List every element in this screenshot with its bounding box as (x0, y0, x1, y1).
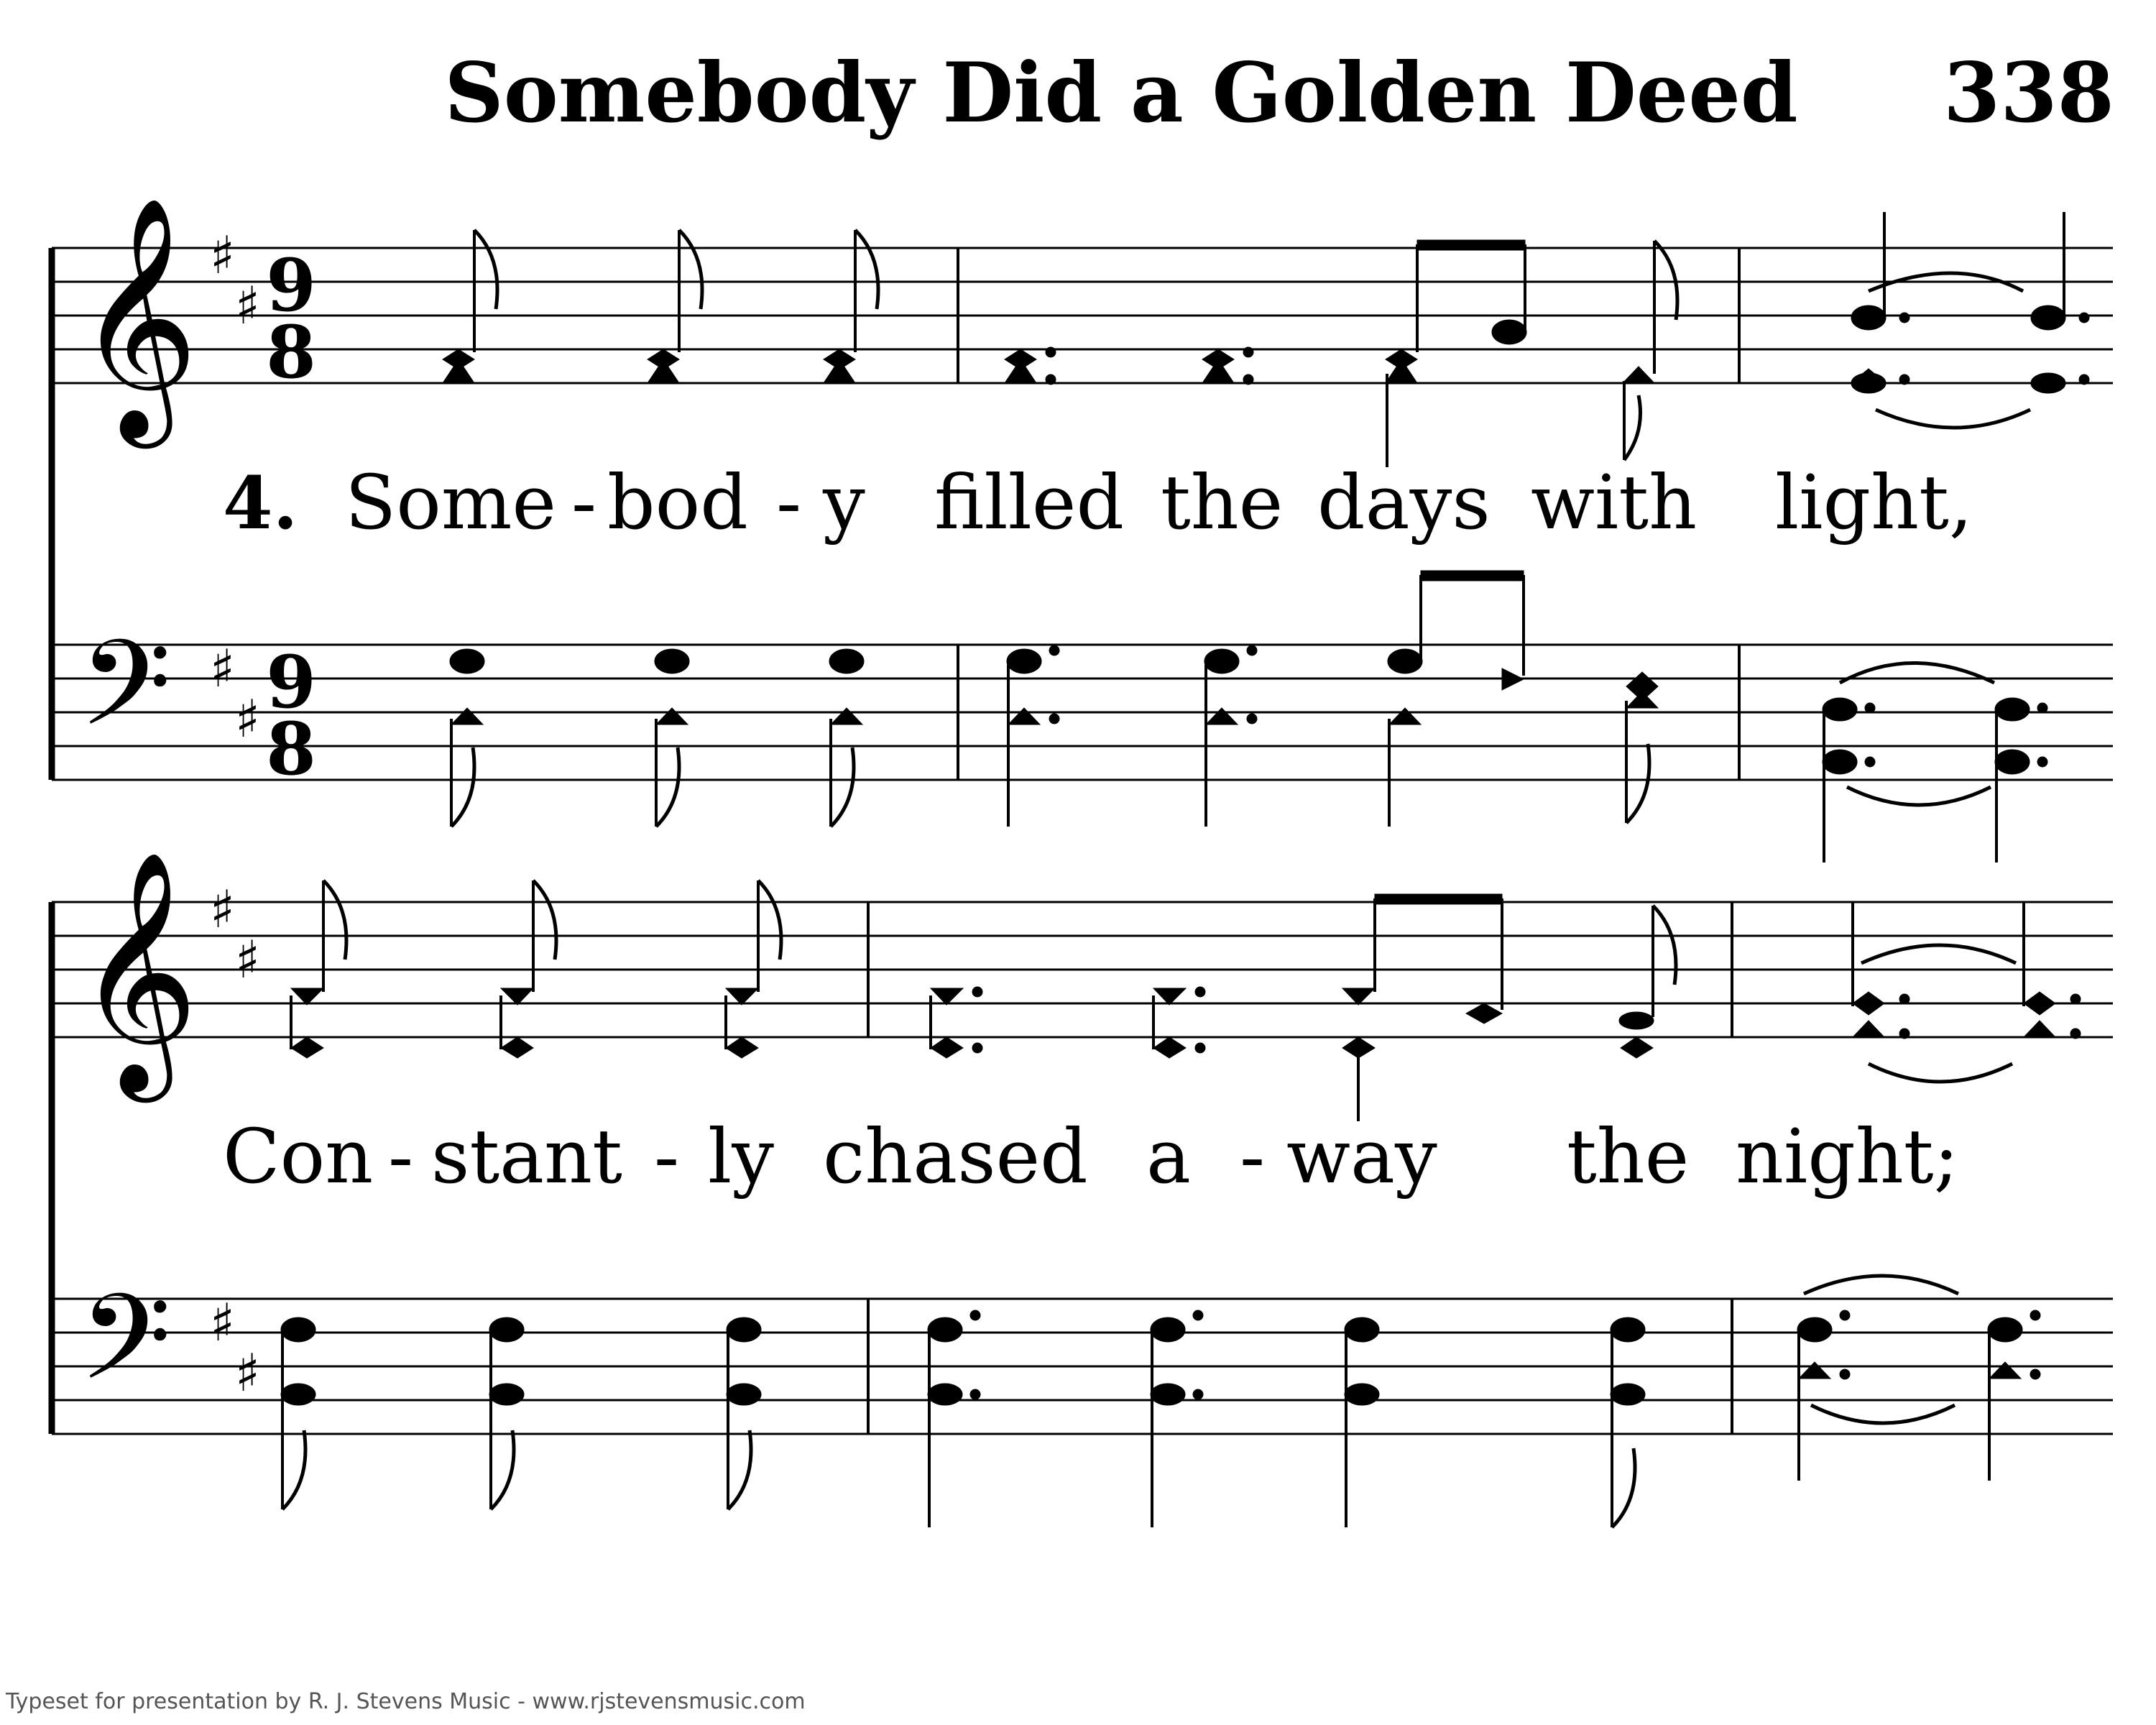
note-chord (1007, 645, 1059, 827)
lyric-syllable: Con (223, 1113, 374, 1200)
note-chord (489, 1317, 524, 1509)
note-chord (443, 230, 497, 383)
time-signature-treble (266, 243, 316, 395)
lyric-word: filled (934, 459, 1125, 546)
lyric-word: with (1531, 459, 1697, 546)
lyric-word: night; (1736, 1113, 1959, 1200)
note-chord (1853, 902, 2016, 1082)
note-chord (1417, 240, 1526, 344)
note-chord (829, 649, 864, 827)
lyric-syllable: Some (345, 459, 557, 546)
lyric-hyphen: - (1240, 1113, 1266, 1200)
lyric-hyphen: - (776, 459, 802, 546)
treble-notes (291, 880, 2081, 1121)
lyrics-line-2 (223, 1113, 1959, 1200)
lyric-syllable: y (823, 459, 865, 546)
system-1 (52, 196, 2113, 862)
lyric-hyphen: - (654, 1113, 680, 1200)
bass-notes (450, 571, 2047, 862)
note-chord (1988, 1310, 2040, 1481)
note-chord (1345, 1317, 1379, 1527)
sharp-icon: ♯ (235, 689, 260, 749)
lyric-syllable: a (1146, 1113, 1192, 1200)
hymn-title: Somebody Did a Golden Deed (444, 45, 1798, 141)
system-2 (52, 850, 2113, 1527)
note-chord (1005, 347, 1056, 385)
lyric-syllable: way (1286, 1113, 1437, 1200)
note-chord (1204, 645, 1257, 827)
note-chord (1823, 663, 1994, 863)
lyric-hyphen: - (571, 459, 597, 546)
svg-text:9: 9 (266, 640, 316, 724)
lyric-syllable: stant (431, 1113, 622, 1200)
bass-notes (281, 1276, 2040, 1527)
lyric-syllable: bod (607, 459, 748, 546)
note-chord (1619, 906, 1676, 1058)
lyrics-line-1 (223, 459, 1973, 546)
time-signature-bass (266, 640, 316, 791)
lyric-word: chased (823, 1113, 1088, 1200)
sharp-icon: ♯ (235, 929, 260, 990)
sharp-icon: ♯ (235, 1343, 260, 1403)
bass-clef-icon: 𝄢 (79, 1269, 172, 1436)
hymn-number: 338 (1943, 45, 2114, 141)
sharp-icon: ♯ (210, 638, 235, 699)
note-chord (1386, 244, 1417, 467)
bass-staff-lines (52, 645, 2113, 780)
note-chord (1626, 672, 1658, 823)
note-chord (1388, 575, 1422, 827)
svg-text:9: 9 (266, 243, 316, 328)
treble-notes (443, 212, 2089, 467)
note-chord (1202, 347, 1253, 385)
note-chord (1342, 898, 1375, 1121)
lyric-word: light, (1775, 459, 1973, 546)
note-chord (1851, 212, 2030, 428)
note-chord (824, 230, 878, 383)
note-chord (281, 1317, 315, 1509)
treble-clef-icon: 𝄞 (75, 850, 199, 1092)
lyric-hyphen: - (388, 1113, 414, 1200)
bass-clef-icon: 𝄢 (79, 615, 172, 782)
sharp-icon: ♯ (210, 879, 235, 939)
note-chord (450, 649, 484, 827)
lyric-syllable: ly (708, 1113, 775, 1200)
bass-staff-lines (52, 1299, 2113, 1434)
treble-staff-lines (52, 902, 2113, 1037)
note-chord (1421, 571, 1524, 690)
sharp-icon: ♯ (210, 225, 235, 285)
note-chord (928, 1310, 980, 1527)
lyric-word: the (1161, 459, 1284, 546)
svg-text:8: 8 (266, 310, 316, 395)
note-chord (2031, 212, 2089, 393)
note-chord (1611, 1317, 1645, 1527)
svg-text:8: 8 (266, 707, 316, 791)
sharp-icon: ♯ (210, 1292, 235, 1353)
sharp-icon: ♯ (235, 275, 260, 336)
note-chord (1797, 1276, 1958, 1481)
lyric-word: days (1317, 459, 1491, 546)
lyric-word: the (1567, 1113, 1690, 1200)
note-chord (1153, 987, 1205, 1058)
note-chord (727, 1317, 761, 1509)
treble-staff-lines (52, 248, 2113, 383)
verse-number: 4. (223, 461, 298, 546)
note-chord (1151, 1310, 1203, 1527)
note-chord (655, 649, 689, 827)
note-chord (648, 230, 702, 383)
note-chord (931, 987, 982, 1058)
treble-clef-icon: 𝄞 (75, 196, 199, 438)
footer-credit: Typeset for presentation by R. J. Stevens Music - www.rjstevensmusic.com (6, 1689, 806, 1714)
